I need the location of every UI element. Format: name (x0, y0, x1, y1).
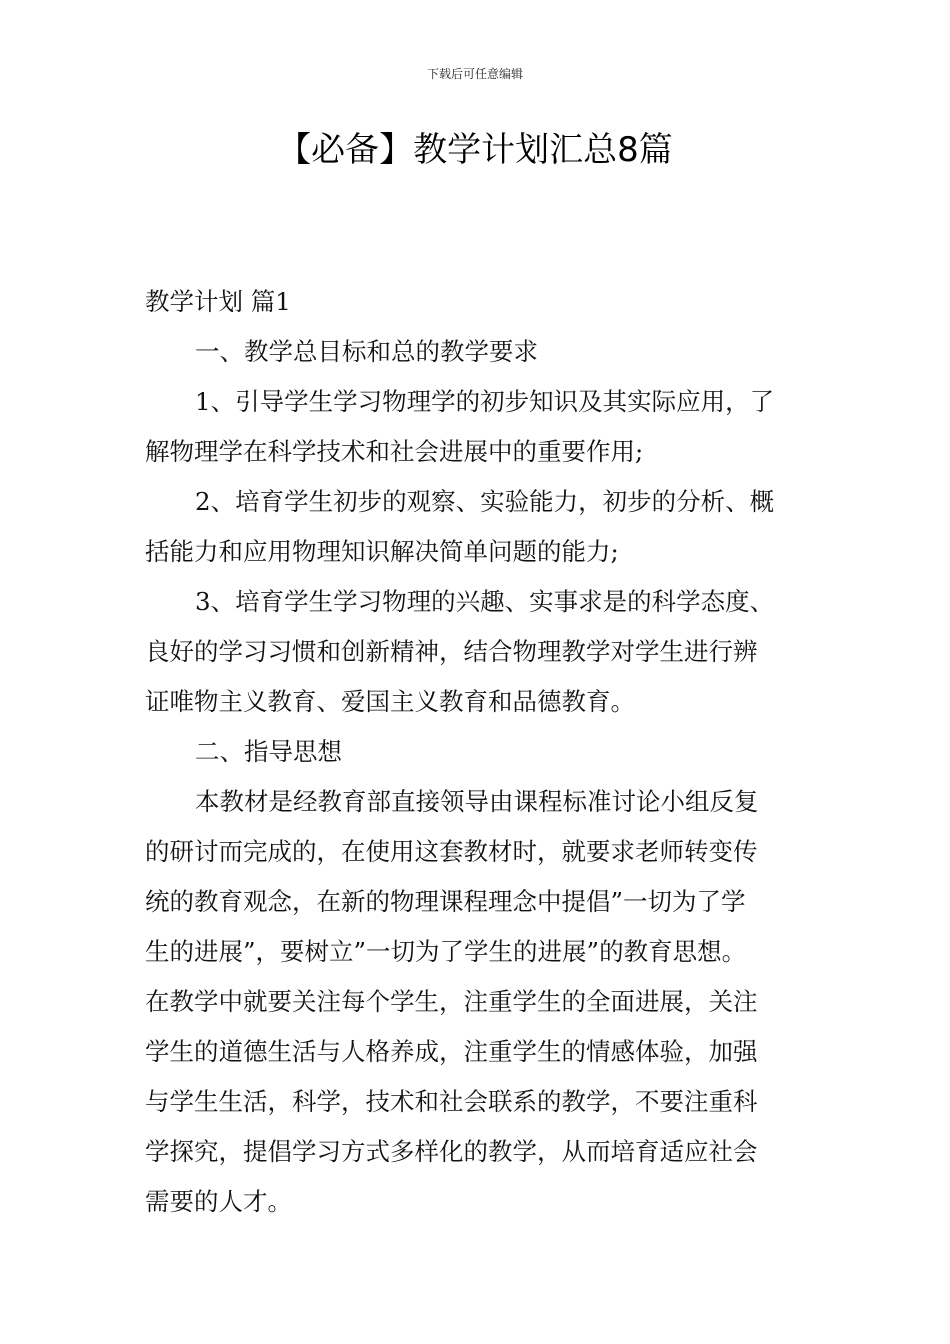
body-text-line: 3、培育学生学习物理的兴趣、实事求是的科学态度、 (195, 587, 775, 616)
body-text-line: 二、指导思想 (195, 737, 342, 766)
body-text-line: 证唯物主义教育、爱国主义教育和品德教育。 (145, 687, 635, 716)
body-text-line: 本教材是经教育部直接领导由课程标准讨论小组反复 (195, 787, 759, 816)
body-text-line: 解物理学在科学技术和社会进展中的重要作用; (145, 437, 644, 466)
body-text-line: 学生的道德生活与人格养成，注重学生的情感体验，加强 (145, 1037, 758, 1066)
body-text-line: 括能力和应用物理知识解决简单问题的能力; (145, 537, 619, 566)
document-title: 【必备】教学计划汇总8篇 (277, 130, 673, 170)
body-text-line: 统的教育观念，在新的物理课程理念中提倡”一切为了学 (145, 887, 746, 916)
body-text-line: 一、教学总目标和总的教学要求 (195, 337, 538, 366)
body-text-line: 生的进展”，要树立”一切为了学生的进展”的教育思想。 (145, 937, 747, 966)
body-text-line: 与学生生活，科学，技术和社会联系的教学，不要注重科 (145, 1087, 758, 1116)
header-note: 下载后可任意编辑 (426, 67, 523, 81)
body-text-line: 1、引导学生学习物理学的初步知识及其实际应用，了 (195, 387, 775, 416)
body-text-line: 需要的人才。 (145, 1187, 292, 1216)
body-text-line: 学探究，提倡学习方式多样化的教学，从而培育适应社会 (145, 1137, 758, 1166)
body-text-line: 在教学中就要关注每个学生，注重学生的全面进展，关注 (145, 987, 758, 1016)
body-text-line: 2、培育学生初步的观察、实验能力，初步的分析、概 (195, 487, 775, 516)
body-text-line: 良好的学习习惯和创新精神，结合物理教学对学生进行辨 (145, 637, 758, 666)
document-body (145, 277, 817, 1227)
section-heading: 教学计划 篇1 (145, 287, 291, 316)
body-text-line: 的研讨而完成的，在使用这套教材时，就要求老师转变传 (145, 837, 758, 866)
